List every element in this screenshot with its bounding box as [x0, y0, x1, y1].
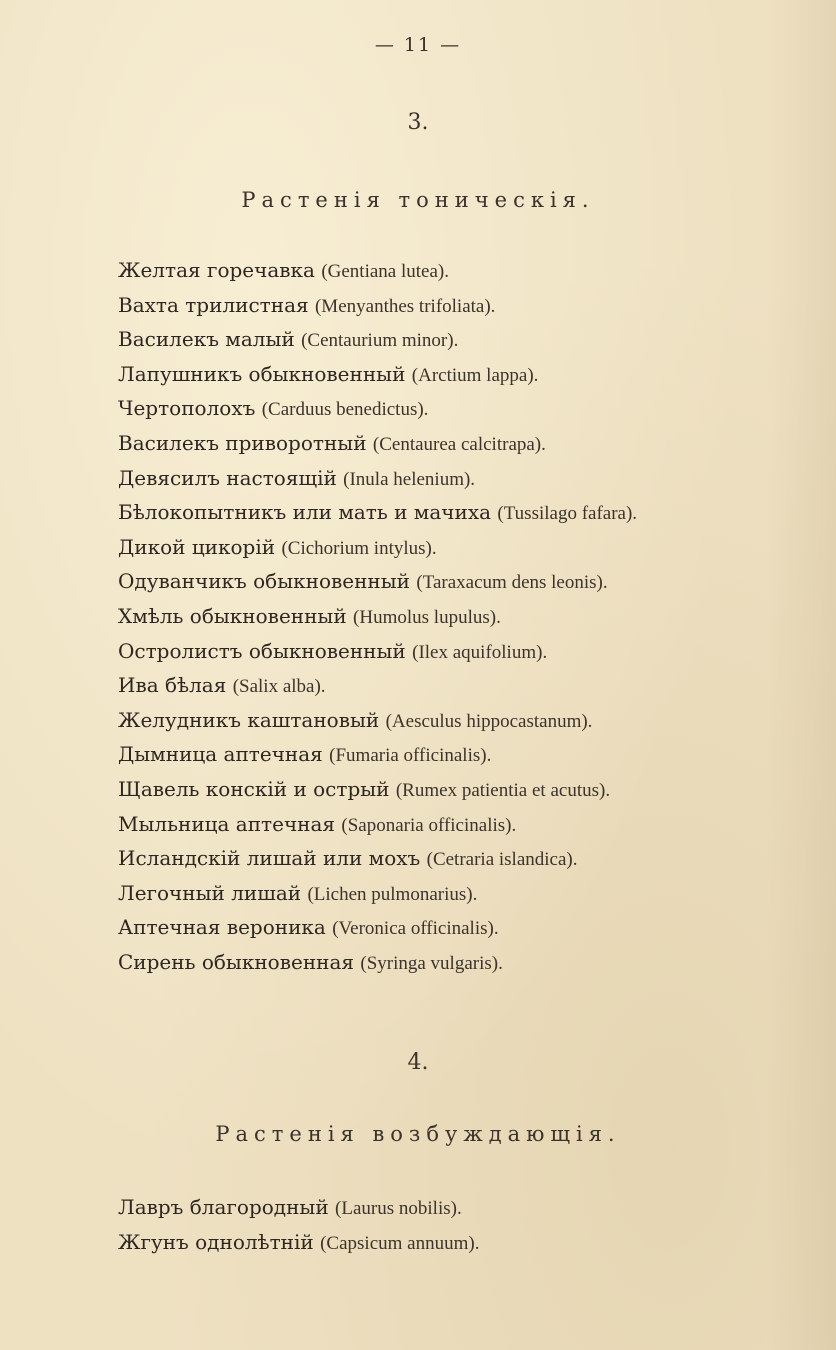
- plant-entry: [118, 841, 637, 876]
- plant-latin-name: (Carduus benedictus).: [261, 399, 429, 421]
- plant-russian-name: Василекъ приворотный: [118, 430, 367, 455]
- plant-latin-name: (Cetraria islandica).: [426, 849, 578, 871]
- plant-russian-name: Щавель конскій и острый: [118, 776, 390, 801]
- plant-russian-name: Чертополохъ: [118, 396, 256, 421]
- plant-entry: [118, 910, 637, 945]
- plant-entry: [118, 530, 637, 565]
- plant-latin-name: (Salix alba).: [232, 676, 326, 698]
- plant-latin-name: (Ilex aquifolium).: [412, 641, 548, 663]
- plant-russian-name: Желудникъ каштановый: [118, 707, 380, 732]
- section-3-title: Растенія тоническія.: [241, 188, 595, 212]
- plant-russian-name: Дикой цикорій: [118, 534, 276, 559]
- plant-entry: [118, 426, 637, 461]
- plant-latin-name: (Fumaria officinalis).: [329, 745, 492, 767]
- plant-russian-name: Дымница аптечная: [118, 742, 323, 767]
- plant-entry: [118, 357, 637, 392]
- plant-latin-name: (Menyanthes trifoliata).: [314, 295, 496, 317]
- plant-latin-name: (Laurus nobilis).: [335, 1198, 462, 1219]
- plant-latin-name: (Arctium lappa).: [411, 364, 539, 386]
- plant-latin-name: (Cichorium intylus).: [281, 537, 437, 559]
- plant-russian-name: Ива бѣлая: [118, 673, 227, 698]
- plant-entry: [118, 288, 637, 323]
- plant-russian-name: Желтая горечавка: [118, 258, 315, 282]
- plant-russian-name: Бѣлокопытникъ или мать и мачиха: [118, 500, 492, 525]
- plant-russian-name: Исландскій лишай или мохъ: [118, 846, 421, 871]
- plant-entry: [118, 1225, 479, 1260]
- plant-entry: [118, 391, 637, 426]
- plant-latin-name: (Veronica officinalis).: [332, 918, 499, 940]
- plant-entry: [118, 634, 637, 669]
- plant-entry: [118, 564, 637, 599]
- plant-russian-name: Остролистъ обыкновенный: [118, 638, 406, 663]
- plant-russian-name: Сирень обыкновенная: [118, 949, 355, 974]
- plant-entry: [118, 322, 637, 357]
- plant-russian-name: Лапушникъ обыкновенный: [118, 361, 406, 386]
- plant-latin-name: (Tussilago fafara).: [497, 503, 638, 525]
- plant-russian-name: Василекъ малый: [118, 327, 295, 352]
- plant-entry: [118, 599, 637, 634]
- plant-latin-name: (Taraxacum dens leonis).: [416, 572, 608, 594]
- plant-russian-name: Вахта трилистная: [118, 292, 309, 317]
- plant-russian-name: Девясилъ настоящій: [118, 465, 337, 490]
- plant-russian-name: Одуванчикъ обыкновенный: [118, 569, 411, 594]
- plant-latin-name: (Centaurium minor).: [301, 330, 459, 352]
- plant-entry: [118, 807, 637, 842]
- section-4-number: 4.: [407, 1050, 429, 1075]
- plant-russian-name: Аптечная вероника: [118, 915, 326, 940]
- plant-latin-name: (Saponaria officinalis).: [341, 814, 517, 836]
- plant-entry: [118, 668, 637, 703]
- plant-latin-name: (Rumex patientia et acutus).: [395, 779, 611, 801]
- plant-latin-name: (Syringa vulgaris).: [360, 952, 503, 974]
- plant-latin-name: (Capsicum annuum).: [320, 1232, 480, 1254]
- plant-entry: [118, 1190, 479, 1225]
- plant-latin-name: (Humolus lupulus).: [353, 606, 501, 628]
- plant-latin-name: (Centaurea calcitrapa).: [372, 433, 546, 455]
- plant-entry: [118, 945, 637, 980]
- plant-latin-name: (Lichen pulmonarius).: [307, 883, 478, 905]
- plant-russian-name: Хмѣль обыкновенный: [118, 603, 347, 628]
- section-4-plant-list: [118, 1190, 479, 1259]
- plant-latin-name: (Aesculus hippocastanum).: [385, 710, 593, 732]
- plant-russian-name: Легочный лишай: [118, 880, 302, 905]
- plant-entry: [118, 495, 637, 530]
- plant-russian-name: Мыльница аптечная: [118, 811, 336, 836]
- plant-entry: [118, 703, 637, 738]
- section-3-number: 3.: [407, 110, 429, 135]
- plant-russian-name: Лавръ благородный: [118, 1195, 329, 1219]
- plant-entry: [118, 253, 637, 288]
- page-number: — 11 —: [374, 34, 462, 56]
- plant-entry: [118, 876, 637, 911]
- plant-entry: [118, 737, 637, 772]
- plant-latin-name: (Gentiana lutea).: [321, 261, 449, 282]
- section-4-title: Растенія возбуждающія.: [215, 1122, 621, 1146]
- section-3-plant-list: [118, 253, 637, 979]
- plant-russian-name: Жгунъ однолѣтній: [118, 1229, 314, 1254]
- plant-entry: [118, 772, 637, 807]
- plant-entry: [118, 461, 637, 496]
- plant-latin-name: (Inula helenium).: [343, 468, 476, 490]
